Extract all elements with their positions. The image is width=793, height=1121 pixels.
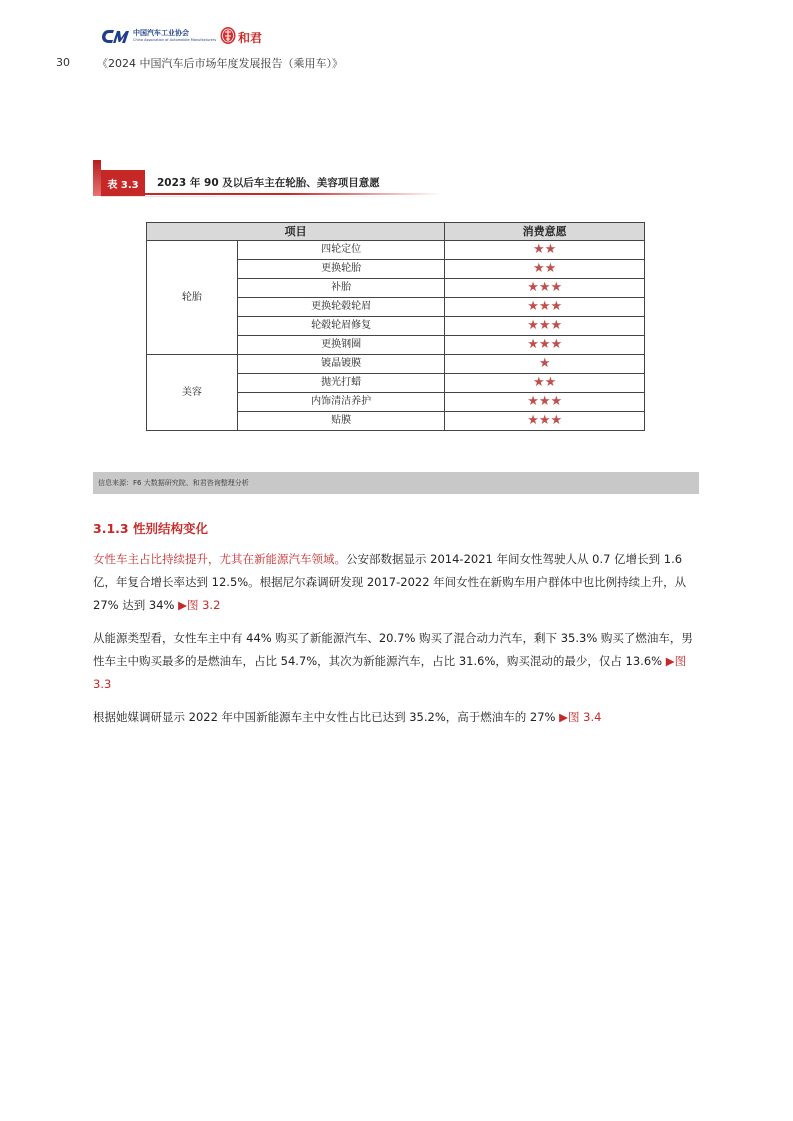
section-heading: 3.1.3 性别结构变化	[93, 521, 208, 536]
star-rating: ★★	[445, 260, 645, 279]
star-rating: ★★★	[445, 279, 645, 298]
paragraph-1-text: 公安部数据显示 2014-2021 年间女性驾驶人从 0.7 亿增长到 1.6 亿，年复合增长率达到 12.5%。根据尼尔森调研发现 2017-2022 年间女性在新购车用户群体中也比例持续上升，从 27% 达到 34%	[93, 552, 687, 612]
item-cell: 贴膜	[237, 412, 445, 431]
caption-underline	[101, 193, 441, 195]
paragraph-2-text: 从能源类型看，女性车主中有 44% 购买了新能源汽车、20.7% 购买了混合动力汽车，剩下 35.3% 购买了燃油车，男性车主中购买最多的是燃油车，占比 54.7%，其次为新能源汽车，占比 31.6%，购买混动的最少，仅占 13.6%	[93, 631, 693, 668]
category-cell: 美容	[147, 355, 238, 431]
table-row	[147, 355, 645, 374]
header-intent: 消费意愿	[445, 223, 645, 241]
paragraph-2	[93, 627, 699, 696]
header-item: 项目	[147, 223, 445, 241]
paragraph-3-text: 根据她媒调研显示 2022 年中国新能源车主中女性占比已达到 35.2%，高于燃油车的 27%	[93, 710, 560, 724]
hejun-name: 和君	[238, 31, 263, 45]
star-rating: ★★★	[445, 317, 645, 336]
star-rating: ★★★	[445, 393, 645, 412]
item-cell: 更换轮胎	[237, 260, 445, 279]
star-rating: ★★★	[445, 412, 645, 431]
source-note: 信息来源：F6 大数据研究院、和君咨询整理分析	[93, 472, 699, 494]
cam-org-name-cn: 中国汽车工业协会	[133, 29, 189, 37]
star-rating: ★	[445, 355, 645, 374]
cam-org-name-en: China Association of Automobile Manufacturers	[133, 38, 217, 42]
star-rating: ★★	[445, 241, 645, 260]
paragraph-1	[93, 548, 699, 617]
paragraph-1-highlight: 女性车主占比持续提升，尤其在新能源汽车领域。	[93, 552, 346, 566]
table-caption-badge: 表 3.3	[101, 170, 145, 196]
hejun-seal-icon	[219, 25, 237, 45]
consumption-intent-table	[146, 222, 645, 431]
item-cell: 轮毂轮眉修复	[237, 317, 445, 336]
table-caption-title: 2023 年 90 及以后车主在轮胎、美容项目意愿	[157, 177, 380, 189]
caption-accent-bar	[93, 160, 101, 196]
item-cell: 补胎	[237, 279, 445, 298]
item-cell: 内饰清洁养护	[237, 393, 445, 412]
document-title: 《2024 中国汽车后市场年度发展报告（乘用车）》	[97, 57, 343, 70]
star-rating: ★★	[445, 374, 645, 393]
figure-ref-link[interactable]: ▶图 3.2	[178, 598, 221, 612]
cam-logo-icon	[101, 28, 131, 44]
figure-ref-link[interactable]: ▶图 3.4	[559, 710, 602, 724]
star-rating: ★★★	[445, 298, 645, 317]
paragraph-3	[93, 706, 699, 729]
page-number: 30	[56, 56, 70, 69]
item-cell: 更换钢圈	[237, 336, 445, 355]
caption-underline-shadow	[101, 196, 441, 197]
star-rating: ★★★	[445, 336, 645, 355]
table-row	[147, 241, 645, 260]
item-cell: 镀晶镀膜	[237, 355, 445, 374]
item-cell: 更换轮毂轮眉	[237, 298, 445, 317]
category-cell: 轮胎	[147, 241, 238, 355]
item-cell: 抛光打蜡	[237, 374, 445, 393]
table-header-row	[147, 223, 645, 241]
cam-org-name	[133, 30, 216, 43]
figure-ref-link[interactable]: ▶图 3.3	[93, 654, 687, 691]
item-cell: 四轮定位	[237, 241, 445, 260]
